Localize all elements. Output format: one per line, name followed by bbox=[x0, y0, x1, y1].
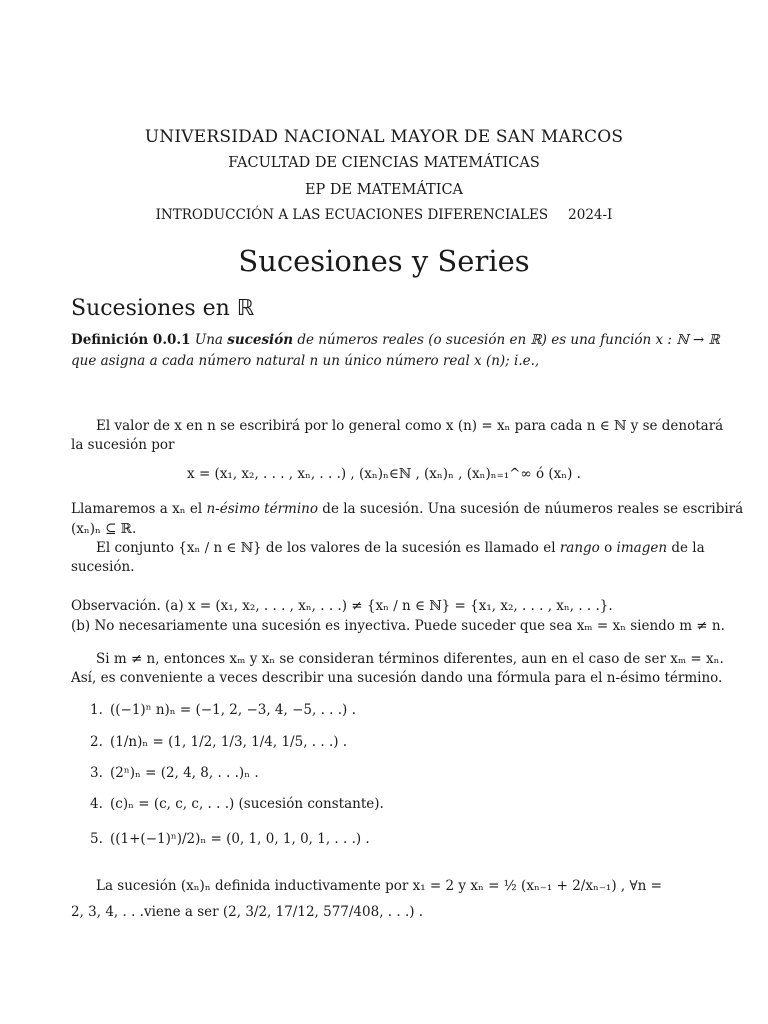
university-heading: UNIVERSIDAD NACIONAL MAYOR DE SAN MARCOS bbox=[144, 127, 624, 147]
nth-term-phrase: n-ésimo término bbox=[206, 501, 318, 517]
course-heading bbox=[0, 207, 768, 223]
paragraph-4-line-1: La sucesión (xₙ)ₙ definida inductivamente por x₁ = 2 y xₙ = ½ (xₙ₋₁ + 2/xₙ₋₁) , ∀n = bbox=[96, 878, 662, 894]
section-heading-text: Sucesiones en bbox=[71, 296, 230, 321]
school-heading: EP DE MATEMÁTICA bbox=[304, 182, 464, 198]
paragraph-3-line-1: Si m ≠ n, entonces xₘ y xₙ se consideran términos diferentes, aun en el caso de ser xₘ = xₙ. bbox=[96, 651, 724, 667]
paragraph-1-line-2: la sucesión por bbox=[71, 437, 175, 453]
course-name: INTRODUCCIÓN A LAS ECUACIONES DIFERENCIALES bbox=[155, 207, 549, 223]
list-item: 3. (2ⁿ)ₙ = (2, 4, 8, . . .)ₙ . bbox=[90, 765, 259, 781]
definition-line-1: Definición 0.0.1 Una sucesión de números reales (o sucesión en ℝ) es una función x : ℕ → ℝ bbox=[71, 332, 720, 348]
paragraph-1-line-1: El valor de x en n se escribirá por lo general como x (n) = xₙ para cada n ∈ ℕ y se denotará bbox=[96, 418, 724, 434]
list-item: 2. (1/n)ₙ = (1, 1/2, 1/3, 1/4, 1/5, . . .) . bbox=[90, 734, 348, 750]
document-title: Sucesiones y Series bbox=[238, 244, 530, 278]
paragraph-2-line-3: El conjunto {xₙ ∕ n ∈ ℕ} de los valores de la sucesión es llamado el rango o imagen de la bbox=[96, 540, 705, 556]
paragraph-4-line-2: 2, 3, 4, . . .viene a ser (2, 3/2, 17/12, 577/408, . . .) . bbox=[71, 904, 424, 920]
list-item: 4. (c)ₙ = (c, c, c, . . .) (sucesión constante). bbox=[90, 796, 384, 812]
reals-symbol: ℝ bbox=[236, 296, 255, 321]
definition-term: sucesión bbox=[227, 332, 294, 348]
list-item: 1. ((−1)ⁿ n)ₙ = (−1, 2, −3, 4, −5, . . .) . bbox=[90, 702, 356, 718]
sequence-notation-equation: x = (x₁, x₂, . . . , xₙ, . . .) , (xₙ)ₙ∈ℕ , (xₙ)ₙ , (xₙ)ₙ₌₁^∞ ó (xₙ) . bbox=[187, 466, 581, 482]
observation-line-1: Observación. (a) x = (x₁, x₂, . . . , xₙ, . . .) ≠ {xₙ ∕ n ∈ ℕ} = {x₁, x₂, . . . , xₙ, . . .}. bbox=[71, 598, 613, 614]
definition-label: Definición 0.0.1 bbox=[71, 332, 191, 348]
paragraph-2-line-2: (xₙ)ₙ ⊆ ℝ. bbox=[71, 521, 137, 537]
faculty-heading: FACULTAD DE CIENCIAS MATEMÁTICAS bbox=[228, 155, 540, 171]
paragraph-2-line-4: sucesión. bbox=[71, 559, 135, 575]
list-item: 5. ((1+(−1)ⁿ)/2)ₙ = (0, 1, 0, 1, 0, 1, . . .) . bbox=[90, 831, 370, 847]
paragraph-2-line-1: Llamaremos a xₙ el n-ésimo término de la sucesión. Una sucesión de núumeros reales se escribirá bbox=[71, 501, 744, 517]
term-label: 2024-I bbox=[568, 207, 613, 223]
observation-line-2: (b) No necesariamente una sucesión es inyectiva. Puede suceder que sea xₘ = xₙ siendo m ≠ n. bbox=[71, 618, 725, 634]
paragraph-3-line-2: Así, es conveniente a veces describir una sucesión dando una fórmula para el n-ésimo término. bbox=[71, 670, 723, 686]
section-heading bbox=[71, 296, 254, 321]
definition-line-2: que asigna a cada número natural n un único número real x (n); i.e., bbox=[71, 353, 540, 369]
